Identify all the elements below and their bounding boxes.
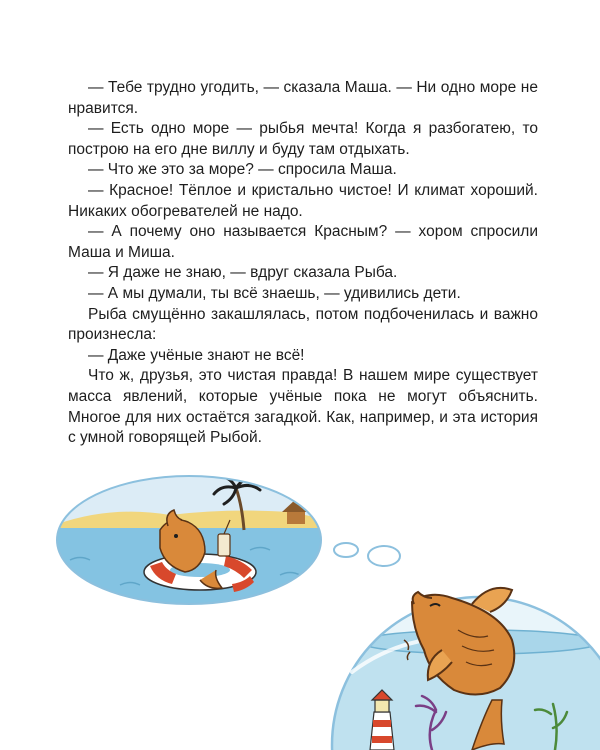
hut-icon: [282, 499, 310, 524]
paragraph: Что ж, друзья, это чистая правда! В нашем мире существует масса явлений, которые учёные пока не могут объяснить. Многое для них остаётся загадкой. Как, например, и эта история с умной говорящей Рыбой.: [68, 367, 538, 447]
paragraph: Рыба смущённо закашлялась, потом подбоченилась и важно произнесла:: [68, 305, 538, 344]
paragraph: — Даже учёные знают не всё!: [88, 346, 305, 364]
paragraph: — Тебе трудно угодить, — сказала Маша. — Ни одно море не нравится.: [68, 79, 538, 117]
thought-bubble-icon: [50, 470, 400, 620]
paragraph: — Что же это за море? — спросила Маша.: [88, 161, 397, 179]
lighthouse-icon: [370, 690, 394, 750]
goldfish-icon: [160, 510, 222, 588]
lifebuoy-icon: [144, 554, 256, 592]
story-text: [68, 78, 538, 449]
paragraph: — А мы думали, ты всё знаешь, — удивились дети.: [88, 284, 461, 302]
goldfish-icon: [404, 588, 514, 695]
paragraph: — Красное! Тёплое и кристально чистое! И климат хороший. Никаких обогревателей не надо.: [68, 181, 538, 220]
seaweed-icon: [416, 696, 567, 750]
paragraph: — А почему оно называется Красным? — хором спросили Маша и Миша.: [68, 223, 538, 261]
palm-tree-icon: [214, 476, 260, 530]
drink-glass-icon: [218, 520, 230, 556]
paragraph: — Есть одно море — рыбья мечта! Когда я разбогатею, то построю на его дне виллу и буду там отдыхать.: [68, 120, 538, 158]
paragraph: — Я даже не знаю, — вдруг сказала Рыба.: [88, 264, 398, 282]
fishbowl-icon: [330, 597, 600, 750]
